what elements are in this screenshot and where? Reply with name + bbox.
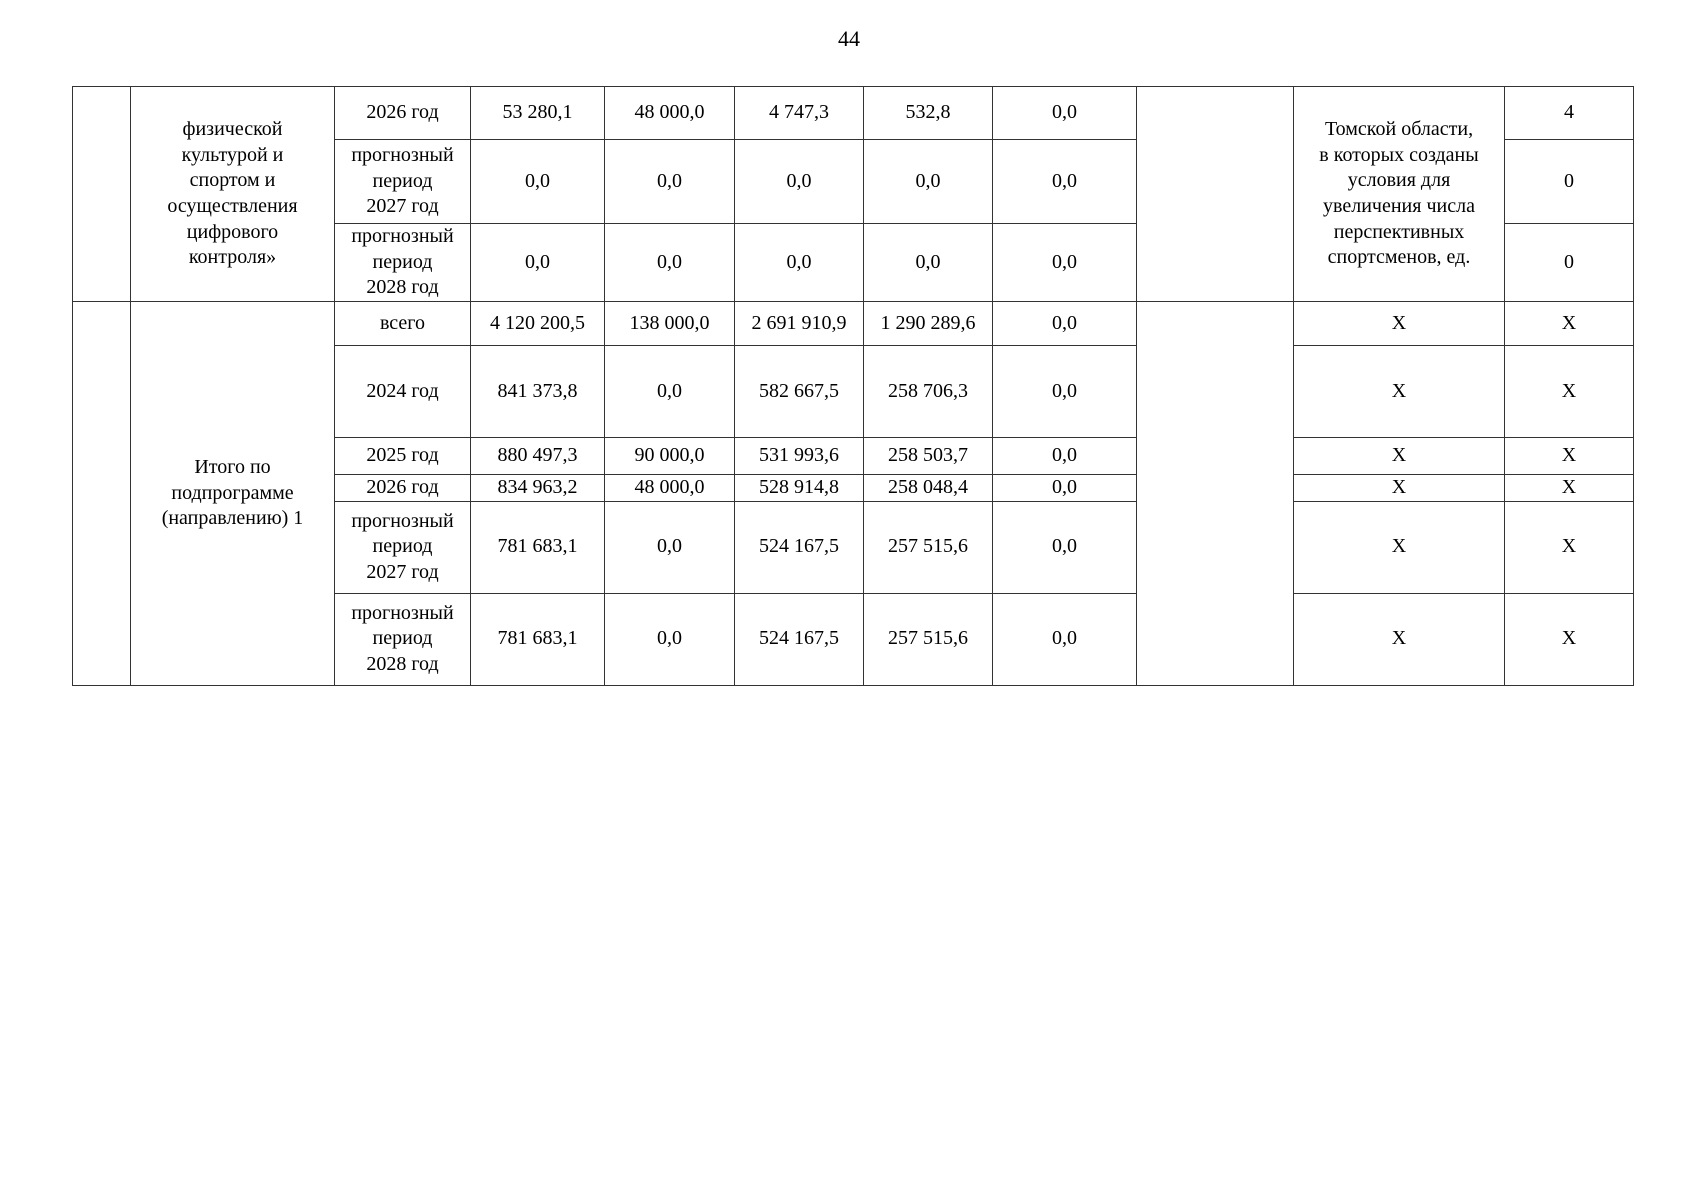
indicator-name-cell: Х xyxy=(1294,501,1505,593)
local-cell: 258 503,7 xyxy=(864,438,993,475)
other-cell: 0,0 xyxy=(993,224,1137,302)
indicator-name-cell: Х xyxy=(1294,302,1505,346)
total-cell: 781 683,1 xyxy=(471,501,605,593)
table-row xyxy=(73,87,1634,140)
period-cell: прогнозный период 2027 год xyxy=(335,501,471,593)
local-cell: 258 706,3 xyxy=(864,346,993,438)
indicator-value-cell: Х xyxy=(1505,501,1634,593)
regional-cell: 2 691 910,9 xyxy=(735,302,864,346)
federal-cell: 48 000,0 xyxy=(605,475,735,502)
local-cell: 257 515,6 xyxy=(864,501,993,593)
local-cell: 532,8 xyxy=(864,87,993,140)
indicator-value-cell: 4 xyxy=(1505,87,1634,140)
other-cell: 0,0 xyxy=(993,346,1137,438)
indicator-value-cell: 0 xyxy=(1505,140,1634,224)
regional-cell: 528 914,8 xyxy=(735,475,864,502)
indicator-value-cell: Х xyxy=(1505,346,1634,438)
local-cell: 258 048,4 xyxy=(864,475,993,502)
period-cell: прогнозный период 2028 год xyxy=(335,224,471,302)
local-cell: 0,0 xyxy=(864,140,993,224)
other-cell: 0,0 xyxy=(993,475,1137,502)
total-cell: 880 497,3 xyxy=(471,438,605,475)
federal-cell: 0,0 xyxy=(605,224,735,302)
federal-cell: 48 000,0 xyxy=(605,87,735,140)
other-cell: 0,0 xyxy=(993,87,1137,140)
total-cell: 781 683,1 xyxy=(471,593,605,685)
indicator-value-cell: 0 xyxy=(1505,224,1634,302)
row-number-cell xyxy=(73,302,131,686)
total-cell: 53 280,1 xyxy=(471,87,605,140)
period-cell: всего xyxy=(335,302,471,346)
total-cell: 0,0 xyxy=(471,224,605,302)
other-cell: 0,0 xyxy=(993,501,1137,593)
regional-cell: 0,0 xyxy=(735,224,864,302)
table-row xyxy=(73,302,1634,346)
participant-cell xyxy=(1137,87,1294,302)
subprogram-total-name-cell: Итого по подпрограмме (направлению) 1 xyxy=(131,302,335,686)
total-cell: 0,0 xyxy=(471,140,605,224)
period-cell: прогнозный период 2027 год xyxy=(335,140,471,224)
regional-cell: 524 167,5 xyxy=(735,593,864,685)
total-cell: 4 120 200,5 xyxy=(471,302,605,346)
regional-cell: 582 667,5 xyxy=(735,346,864,438)
federal-cell: 0,0 xyxy=(605,140,735,224)
indicator-name-cell: Х xyxy=(1294,438,1505,475)
period-cell: 2026 год xyxy=(335,475,471,502)
program-financing-table xyxy=(72,86,1634,686)
indicator-name-cell: Х xyxy=(1294,475,1505,502)
period-cell: 2024 год xyxy=(335,346,471,438)
regional-cell: 524 167,5 xyxy=(735,501,864,593)
local-cell: 0,0 xyxy=(864,224,993,302)
other-cell: 0,0 xyxy=(993,593,1137,685)
indicator-name-cell: Х xyxy=(1294,346,1505,438)
regional-cell: 0,0 xyxy=(735,140,864,224)
federal-cell: 0,0 xyxy=(605,501,735,593)
event-name-cell: физической культурой и спортом и осуществления цифрового контроля» xyxy=(131,87,335,302)
total-cell: 841 373,8 xyxy=(471,346,605,438)
indicator-value-cell: Х xyxy=(1505,475,1634,502)
period-cell: прогнозный период 2028 год xyxy=(335,593,471,685)
other-cell: 0,0 xyxy=(993,140,1137,224)
other-cell: 0,0 xyxy=(993,302,1137,346)
total-cell: 834 963,2 xyxy=(471,475,605,502)
participant-cell xyxy=(1137,302,1294,686)
row-number-cell xyxy=(73,87,131,302)
federal-cell: 138 000,0 xyxy=(605,302,735,346)
regional-cell: 531 993,6 xyxy=(735,438,864,475)
local-cell: 257 515,6 xyxy=(864,593,993,685)
indicator-value-cell: Х xyxy=(1505,438,1634,475)
page-number: 44 xyxy=(838,26,860,51)
indicator-value-cell: Х xyxy=(1505,302,1634,346)
indicator-name-cell: Томской области, в которых созданы условия для увеличения числа перспективных спортсменов, ед. xyxy=(1294,87,1505,302)
indicator-value-cell: Х xyxy=(1505,593,1634,685)
other-cell: 0,0 xyxy=(993,438,1137,475)
federal-cell: 0,0 xyxy=(605,346,735,438)
indicator-name-cell: Х xyxy=(1294,593,1505,685)
federal-cell: 0,0 xyxy=(605,593,735,685)
federal-cell: 90 000,0 xyxy=(605,438,735,475)
period-cell: 2026 год xyxy=(335,87,471,140)
period-cell: 2025 год xyxy=(335,438,471,475)
regional-cell: 4 747,3 xyxy=(735,87,864,140)
local-cell: 1 290 289,6 xyxy=(864,302,993,346)
